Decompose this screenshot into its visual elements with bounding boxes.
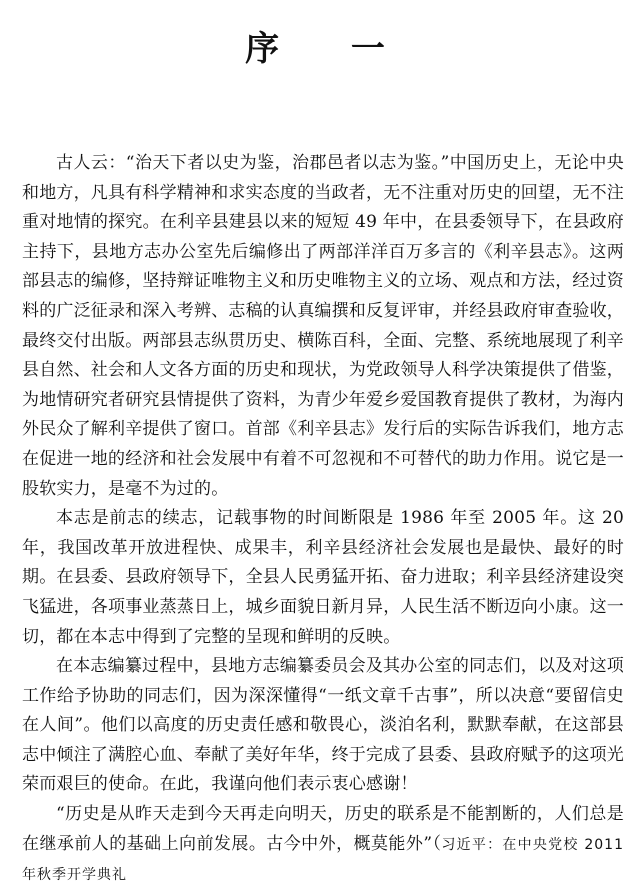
paragraph-4 — [22, 800, 624, 891]
document-body — [22, 149, 624, 891]
paragraph-3: 在本志编纂过程中，县地方志编纂委员会及其办公室的同志们，以及对这项工作给予协助的同志们，因为深深懂得“一纸文章千古事”，所以决意“要留信史在人间”。他们以高度的历史责任感和敬畏心，淡泊名利，默默奉献，在这部县志中倾注了满腔心血、奉献了美好年华，终于完成了县委、县政府赋予的这项光荣而艰巨的使命。在此，我谨向他们表示衷心感谢！ — [22, 656, 624, 795]
quote-text: “历史是从昨天走到今天再走向明天，历史的联系是不能割断的，人们总是在继承前人的基础上向前发展。古今中外，概莫能外”（ — [22, 804, 624, 854]
citation-text: 习近平：在中央党校 2011 年秋季开学典礼 — [22, 836, 624, 884]
page-title: 序 一 — [245, 28, 415, 69]
paragraph-1: 古人云：“治天下者以史为鉴，治郡邑者以志为鉴。”中国历史上，无论中央和地方，凡具有科学精神和求实态度的当政者，无不注重对历史的回望，无不注重对地情的探究。在利辛县建县以来的短短 49 年中，在县委领导下，在县政府主持下，县地方志办公室先后编修出了两部洋洋百万多言的《利辛县志》。这两部县志的编修，坚持辩证唯物主义和历史唯物主义的立场、观点和方法，经过资料的广泛征录和深入考辨、志稿的认真编撰和反复评审，并经县政府审查验收，最终交付出版。两部县志纵贯历史、横陈百科，全面、完整、系统地展现了利辛县自然、社会和人文各方面的历史和现状，为党政领导人科学决策提供了借鉴，为地情研究者研究县情提供了资料，为青少年爱乡爱国教育提供了教材，为海内外民众了解利辛提供了窗口。首部《利辛县志》发行后的实际告诉我们，地方志在促进一地的经济和社会发展中有着不可忽视和不可替代的助力作用。说它是一股软实力，是毫不为过的。 — [22, 153, 624, 499]
paragraph-2: 本志是前志的续志，记载事物的时间断限是 1986 年至 2005 年。这 20 年，我国改革开放进程快、成果丰，利辛县经济社会发展也是最快、最好的时期。在县委、县政府领导下，全县人民勇猛开拓、奋力进取；利辛县经济建设突飞猛进，各项事业蒸蒸日上，城乡面貌日新月异，人民生活不断迈向小康。这一切，都在本志中得到了完整的呈现和鲜明的反映。 — [22, 508, 624, 647]
